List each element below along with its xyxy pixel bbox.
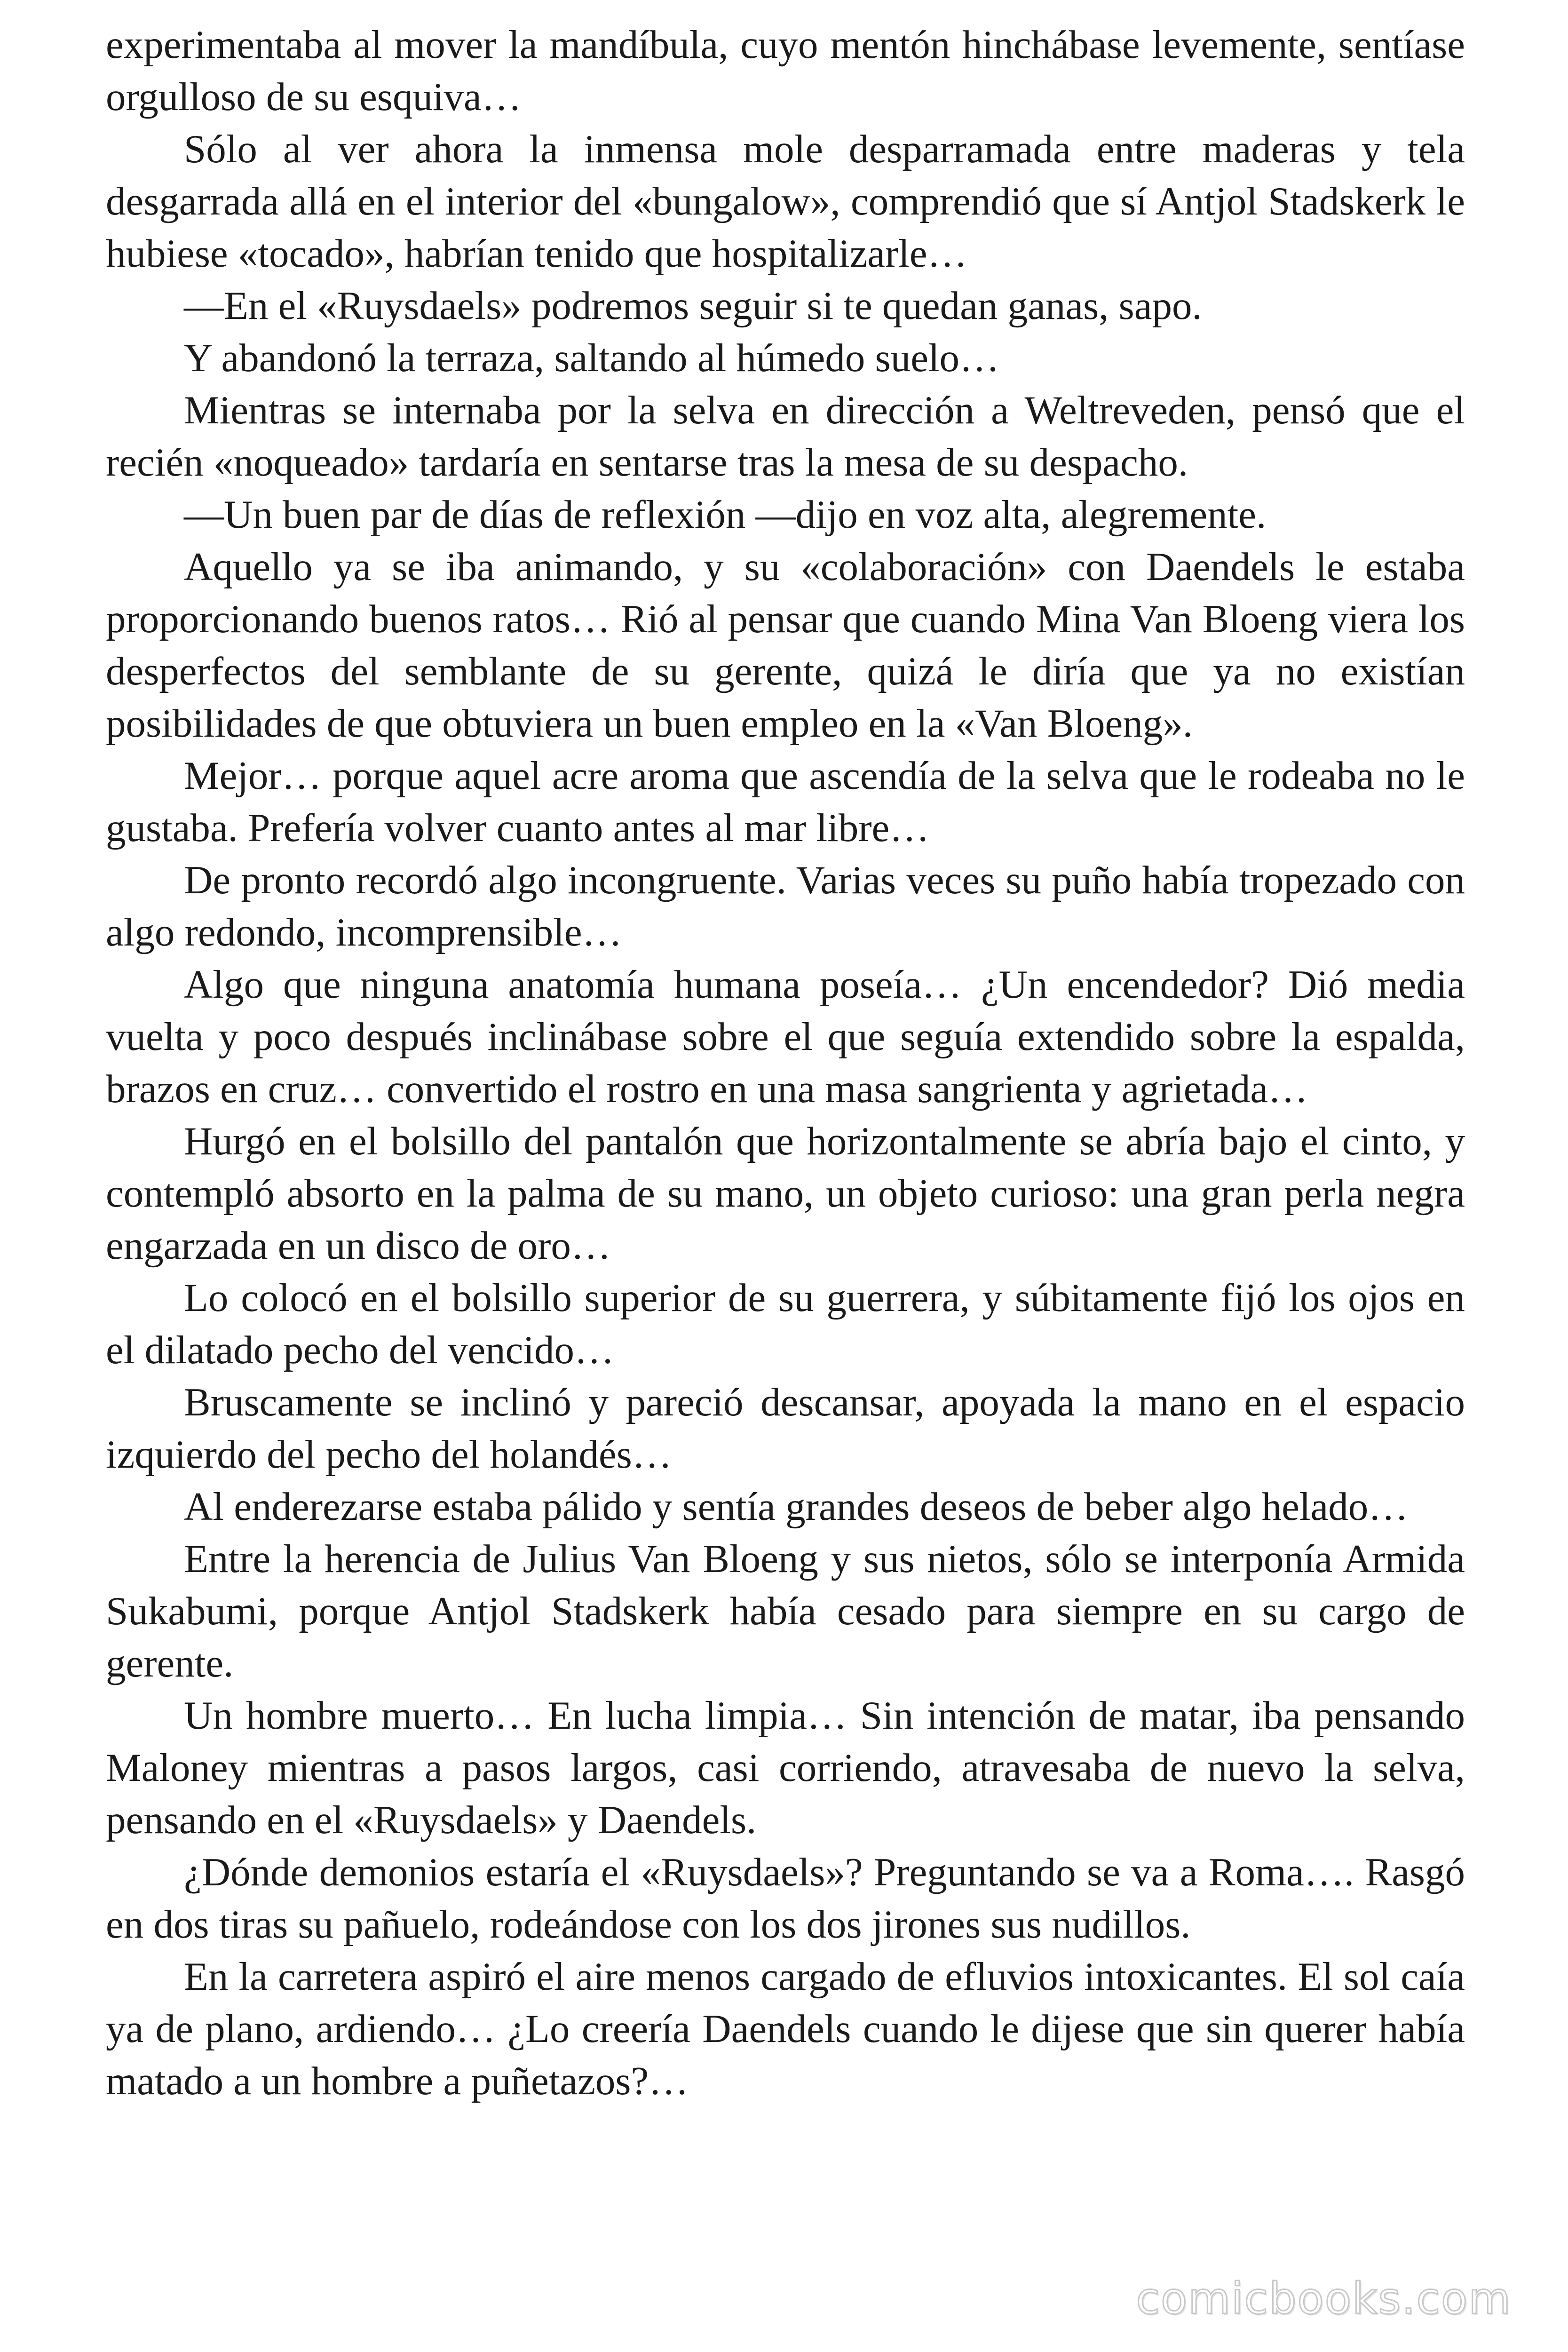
- paragraph: Mientras se internaba por la selva en dirección a Weltreveden, pensó que el recién «noqueado» tardaría en sentarse tras la mesa de su despacho.: [106, 388, 1465, 485]
- paragraph: Entre la herencia de Julius Van Bloeng y sus nietos, sólo se interponía Armida Sukabumi, porque Antjol Stadskerk había cesado para siempre en su cargo de gerente.: [106, 1537, 1465, 1685]
- paragraph: —En el «Ruysdaels» podremos seguir si te quedan ganas, sapo.: [184, 284, 1202, 328]
- paragraph: Mejor… porque aquel acre aroma que ascendía de la selva que le rodeaba no le gustaba. Prefería volver cuanto antes al mar libre…: [106, 754, 1465, 850]
- document-page: [106, 19, 1465, 2107]
- paragraph: Aquello ya se iba animando, y su «colaboración» con Daendels le estaba proporcionando buenos ratos… Rió al pensar que cuando Mina Van Bloeng viera los desperfectos del semblante de su gerente, quizá le diría que ya no existían posibilidades de que obtuviera un buen empleo en la «Van Bloeng».: [106, 545, 1465, 746]
- paragraph: Al enderezarse estaba pálido y sentía grandes deseos de beber algo helado…: [184, 1485, 1409, 1529]
- paragraph: Y abandonó la terraza, saltando al húmedo suelo…: [184, 336, 1000, 380]
- paragraph: experimentaba al mover la mandíbula, cuyo mentón hinchábase levemente, sentíase orgulloso de su esquiva…: [106, 23, 1465, 119]
- paragraph: Un hombre muerto… En lucha limpia… Sin intención de matar, iba pensando Maloney mientras a pasos largos, casi corriendo, atravesaba de nuevo la selva, pensando en el «Ruysdaels» y Daendels.: [106, 1693, 1465, 1842]
- watermark: comicbooks.com: [1136, 2273, 1512, 2324]
- paragraph: Algo que ninguna anatomía humana poseía… ¿Un encendedor? Dió media vuelta y poco después inclinábase sobre el que seguía extendido sobre la espalda, brazos en cruz… convertido el rostro en una masa sangrienta y agrietada…: [106, 962, 1465, 1111]
- paragraph: Lo colocó en el bolsillo superior de su guerrera, y súbitamente fijó los ojos en el dilatado pecho del vencido…: [106, 1276, 1465, 1372]
- paragraph: Bruscamente se inclinó y pareció descansar, apoyada la mano en el espacio izquierdo del pecho del holandés…: [106, 1380, 1465, 1477]
- paragraph: De pronto recordó algo incongruente. Varias veces su puño había tropezado con algo redondo, incomprensible…: [106, 858, 1465, 954]
- paragraph: Hurgó en el bolsillo del pantalón que horizontalmente se abría bajo el cinto, y contempló absorto en la palma de su mano, un objeto curioso: una gran perla negra engarzada en un disco de oro…: [106, 1119, 1465, 1268]
- paragraph: En la carretera aspiró el aire menos cargado de efluvios intoxicantes. El sol caía ya de plano, ardiendo… ¿Lo creería Daendels cuando le dijese que sin querer había matado a un hombre a puñetazos?…: [106, 1955, 1465, 2103]
- paragraph: Sólo al ver ahora la inmensa mole desparramada entre maderas y tela desgarrada allá en el interior del «bungalow», comprendió que sí Antjol Stadskerk le hubiese «tocado», habrían tenido que hospitalizarle…: [106, 127, 1465, 276]
- paragraph: ¿Dónde demonios estaría el «Ruysdaels»? Preguntando se va a Roma…. Rasgó en dos tiras su pañuelo, rodeándose con los dos jirones sus nudillos.: [106, 1850, 1465, 1947]
- paragraph: —Un buen par de días de reflexión —dijo en voz alta, alegremente.: [184, 493, 1267, 537]
